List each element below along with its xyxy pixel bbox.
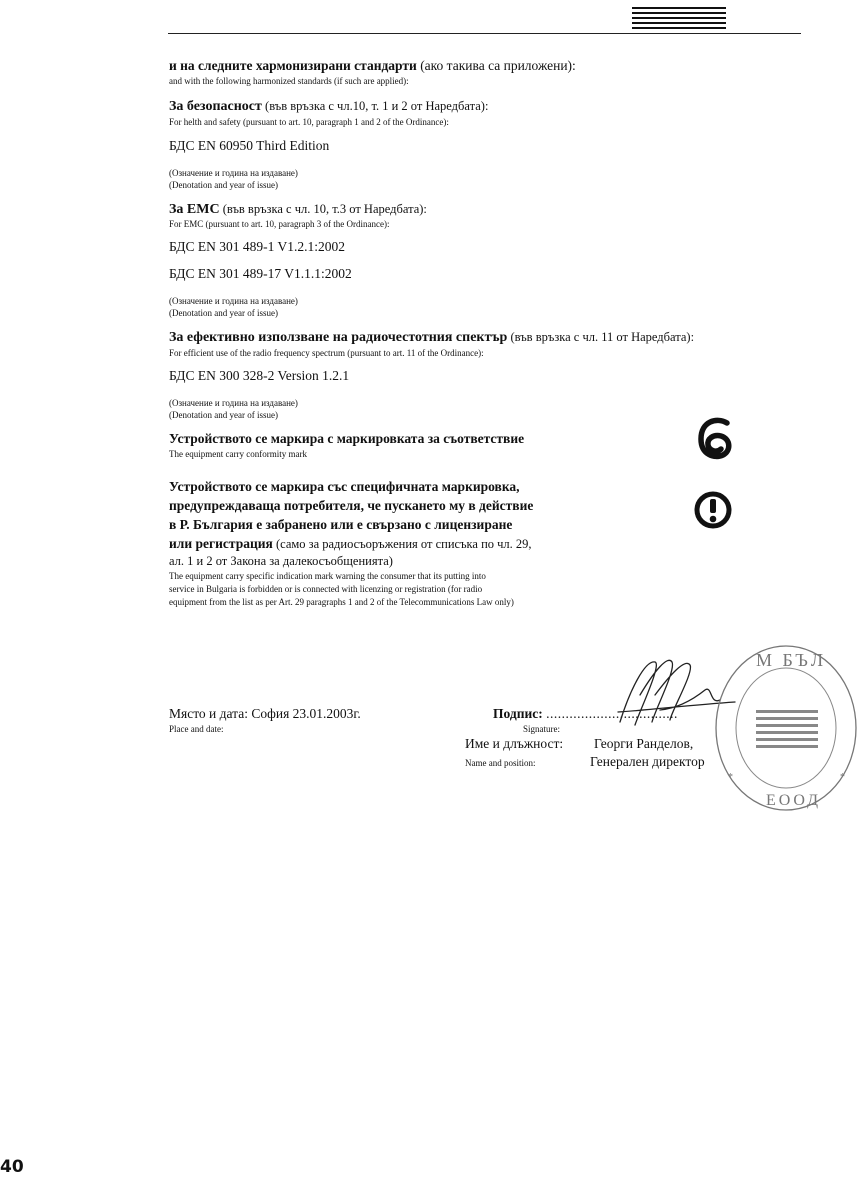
safety-denotation-bg: (Означение и година на издаване) [169,168,298,178]
specific-line-3: в Р. България е забранено или е свързано с лицензиране [169,517,513,532]
conformity-en: The equipment carry conformity mark [169,449,307,459]
specific-en-2: service in Bulgaria is forbidden or is connected with licenzing or registration (for radio [169,584,483,594]
header-rule [168,33,801,34]
specific-line-4: или регистрация (само за радиосъоръжения от списъка по чл. 29, [169,536,532,551]
emc-standard-2: БДС EN 301 489-17 V1.1.1:2002 [169,266,352,281]
harmonized-en: and with the following harmonized standards (if such are applied): [169,76,409,86]
name-label: Име и длъжност: [465,736,564,751]
svg-text:*: * [840,772,845,783]
specific-line-1: Устройството се маркира със специфичната маркировка, [169,479,520,494]
emc-denotation-bg: (Означение и година на издаване) [169,296,298,306]
safety-standard: БДС EN 60950 Third Edition [169,138,330,153]
safety-heading: За безопасност (във връзка с чл.10, т. 1 и 2 от Наредбата): [169,99,489,114]
radio-denotation-en: (Denotation and year of issue) [169,410,278,420]
signature-line: Подпис: .................................. [493,706,678,721]
specific-en-3: equipment from the list as per Art. 29 paragraphs 1 and 2 of the Telecommunications Law only) [169,597,514,607]
safety-en: For helth and safety (pursuant to art. 10, paragraph 1 and 2 of the Ordinance): [169,117,449,127]
radio-standard: БДС EN 300 328-2 Version 1.2.1 [169,368,350,383]
name-label-en: Name and position: [465,758,536,768]
conformity-heading: Устройството се маркира с маркировката за съответствие [169,431,525,446]
harmonized-heading: и на следните хармонизирани стандарти (ако такива са приложени): [169,58,576,73]
radio-en: For efficient use of the radio frequency spectrum (pursuant to art. 11 of the Ordinance): [169,348,484,358]
radio-heading: За ефективно използване на радиочестотния спектър (във връзка с чл. 11 от Наредбата): [169,330,695,345]
warning-mark-icon [693,490,733,530]
place-date-en: Place and date: [169,724,224,734]
emc-heading: За EMC (във връзка с чл. 10, т.3 от Наредбата): [169,202,427,217]
conformity-mark-icon [697,417,733,461]
position-value: Генерален директор [590,754,705,769]
company-stamp [708,640,858,815]
signature-en: Signature: [523,724,560,734]
emc-denotation-en: (Denotation and year of issue) [169,308,278,318]
specific-line-2: предупреждаваща потребителя, че пускането му в действие [169,498,534,513]
radio-denotation-bg: (Означение и година на издаване) [169,398,298,408]
ibm-logo [632,5,726,33]
place-date: Място и дата: София 23.01.2003г. [169,706,361,721]
emc-standard-1: БДС EN 301 489-1 V1.2.1:2002 [169,239,345,254]
svg-text:ЕООД: ЕООД [766,792,821,809]
svg-text:*: * [728,772,733,783]
emc-en: For EMC (pursuant to art. 10, paragraph 3 of the Ordinance): [169,219,390,229]
svg-text:М БЪЛ: М БЪЛ [756,650,827,670]
name-value: Георги Ранделов, [594,736,694,751]
specific-en-1: The equipment carry specific indication mark warning the consumer that its putting into [169,571,486,581]
specific-line-5: ал. 1 и 2 от Закона за далекосъобщенията) [169,554,393,568]
page-number: 40 [0,1157,24,1177]
safety-denotation-en: (Denotation and year of issue) [169,180,278,190]
